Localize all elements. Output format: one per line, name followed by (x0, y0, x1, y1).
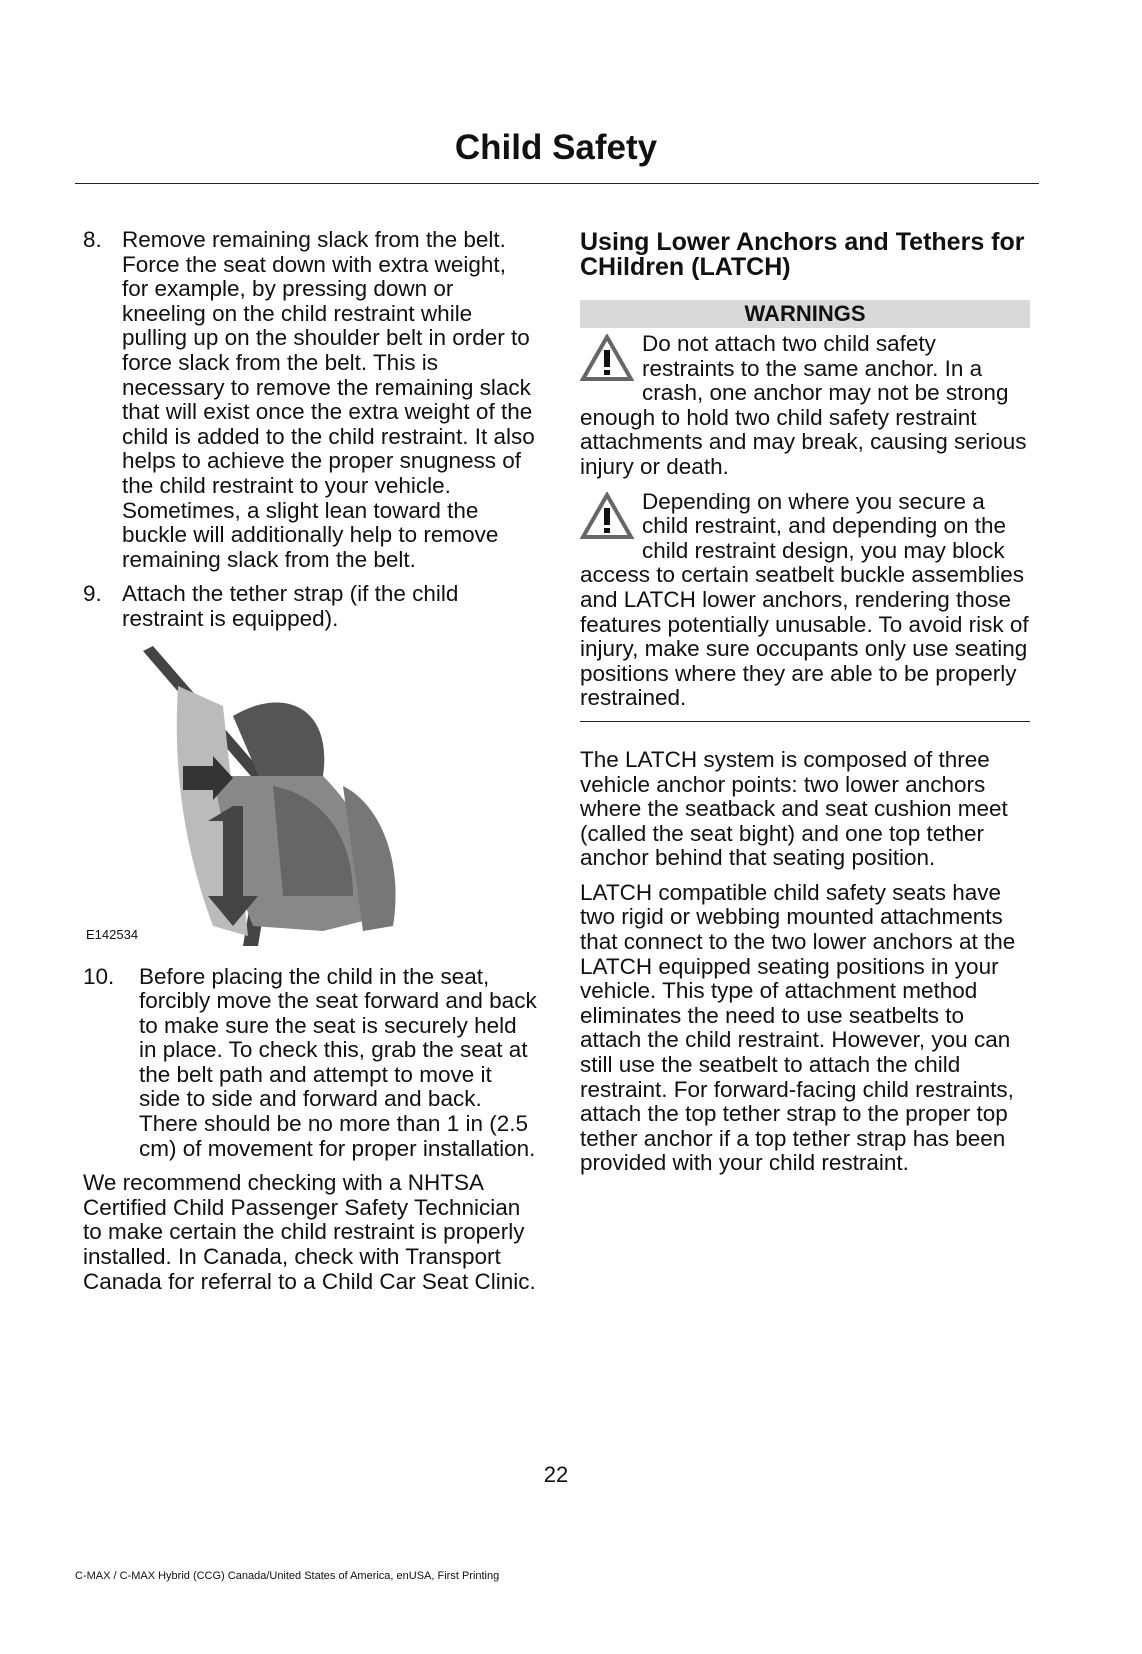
list-number: 10. (83, 963, 115, 989)
paragraph: LATCH compatible child safety seats have two rigid or webbing mounted attachments that connect to the two lower anchors at the LATCH equipped seating positions in your vehicle. This type of attachment method eliminates the need to use seatbelts to attach the child restraint. However, you can still use the seatbelt to attach the child restraint. For forward-facing child restraints, attach the top tether strap to the proper top tether anchor if a top tether strap has been provided with your child restraint. (580, 879, 1016, 1176)
child-seat-illustration (83, 646, 443, 951)
warning-text: Depending on where you secure a child restraint, and depending on the child restraint design, you may block access to certain seatbelt buckle assemblies and LATCH lower anchors, rendering those features potentially unusable. To avoid risk of injury, make sure occupants only use seating positions where they are able to be properly restrained. (580, 488, 1029, 711)
list-item (83, 582, 538, 631)
warning-triangle-icon (580, 334, 634, 382)
footer-text: C-MAX / C-MAX Hybrid (CCG) Canada/United States of America, enUSA, First Printing (75, 1570, 500, 1582)
warning-text: Do not attach two child safety restraints to the same anchor. In a crash, one anchor may not be strong enough to hold two child safety restraint attachments and may break, causing serious injury or death. (580, 331, 1027, 479)
list-item (83, 228, 538, 572)
paragraph: The LATCH system is composed of three vehicle anchor points: two lower anchors where the seatback and seat cushion meet (called the seat bight) and one top tether anchor behind that seating position. (580, 746, 1008, 871)
page-number: 22 (543, 1462, 569, 1487)
right-column (580, 228, 1030, 1186)
list-text: Before placing the child in the seat, forcibly move the seat forward and back to make sure the seat is securely held in place. To check this, grab the seat at the belt path and attempt to move it side to side and forward and back. There should be no more than 1 in (2.5 cm) of movement for proper installation. (139, 963, 537, 1161)
section-heading: Using Lower Anchors and Tethers for CHildren (LATCH) (580, 228, 1025, 281)
list-number: 9. (83, 581, 102, 607)
list-number: 8. (83, 227, 102, 252)
figure-label: E142534 (86, 926, 139, 942)
list-text: Attach the tether strap (if the child restraint is equipped). (122, 581, 459, 631)
page-title: Child Safety (454, 128, 658, 167)
left-column (83, 228, 538, 1304)
child-seat-image (83, 646, 443, 951)
paragraph: We recommend checking with a NHTSA Certified Child Passenger Safety Technician to make certain the child restraint is properly installed. In Canada, check with Transport Canada for referral to a Child Car Seat Clinic. (83, 1170, 536, 1294)
warnings-divider (580, 721, 1030, 722)
warning-item (580, 490, 1030, 711)
list-text: Remove remaining slack from the belt. Force the seat down with extra weight, for example, by pressing down or kneeling on the child restraint while pulling up on the shoulder belt in order to force slack from the belt. This is necessary to remove the remaining slack that will exist once the extra weight of the child is added to the child restraint. It also helps to achieve the proper snugness of the child restraint to your vehicle. Sometimes, a slight lean toward the buckle will additionally help to remove remaining slack from the belt. (122, 227, 535, 572)
list-item (83, 965, 538, 1162)
warning-triangle-icon (580, 492, 634, 540)
header-divider (75, 183, 1039, 184)
warnings-header: WARNINGS (580, 300, 1030, 328)
warning-item (580, 332, 1030, 480)
